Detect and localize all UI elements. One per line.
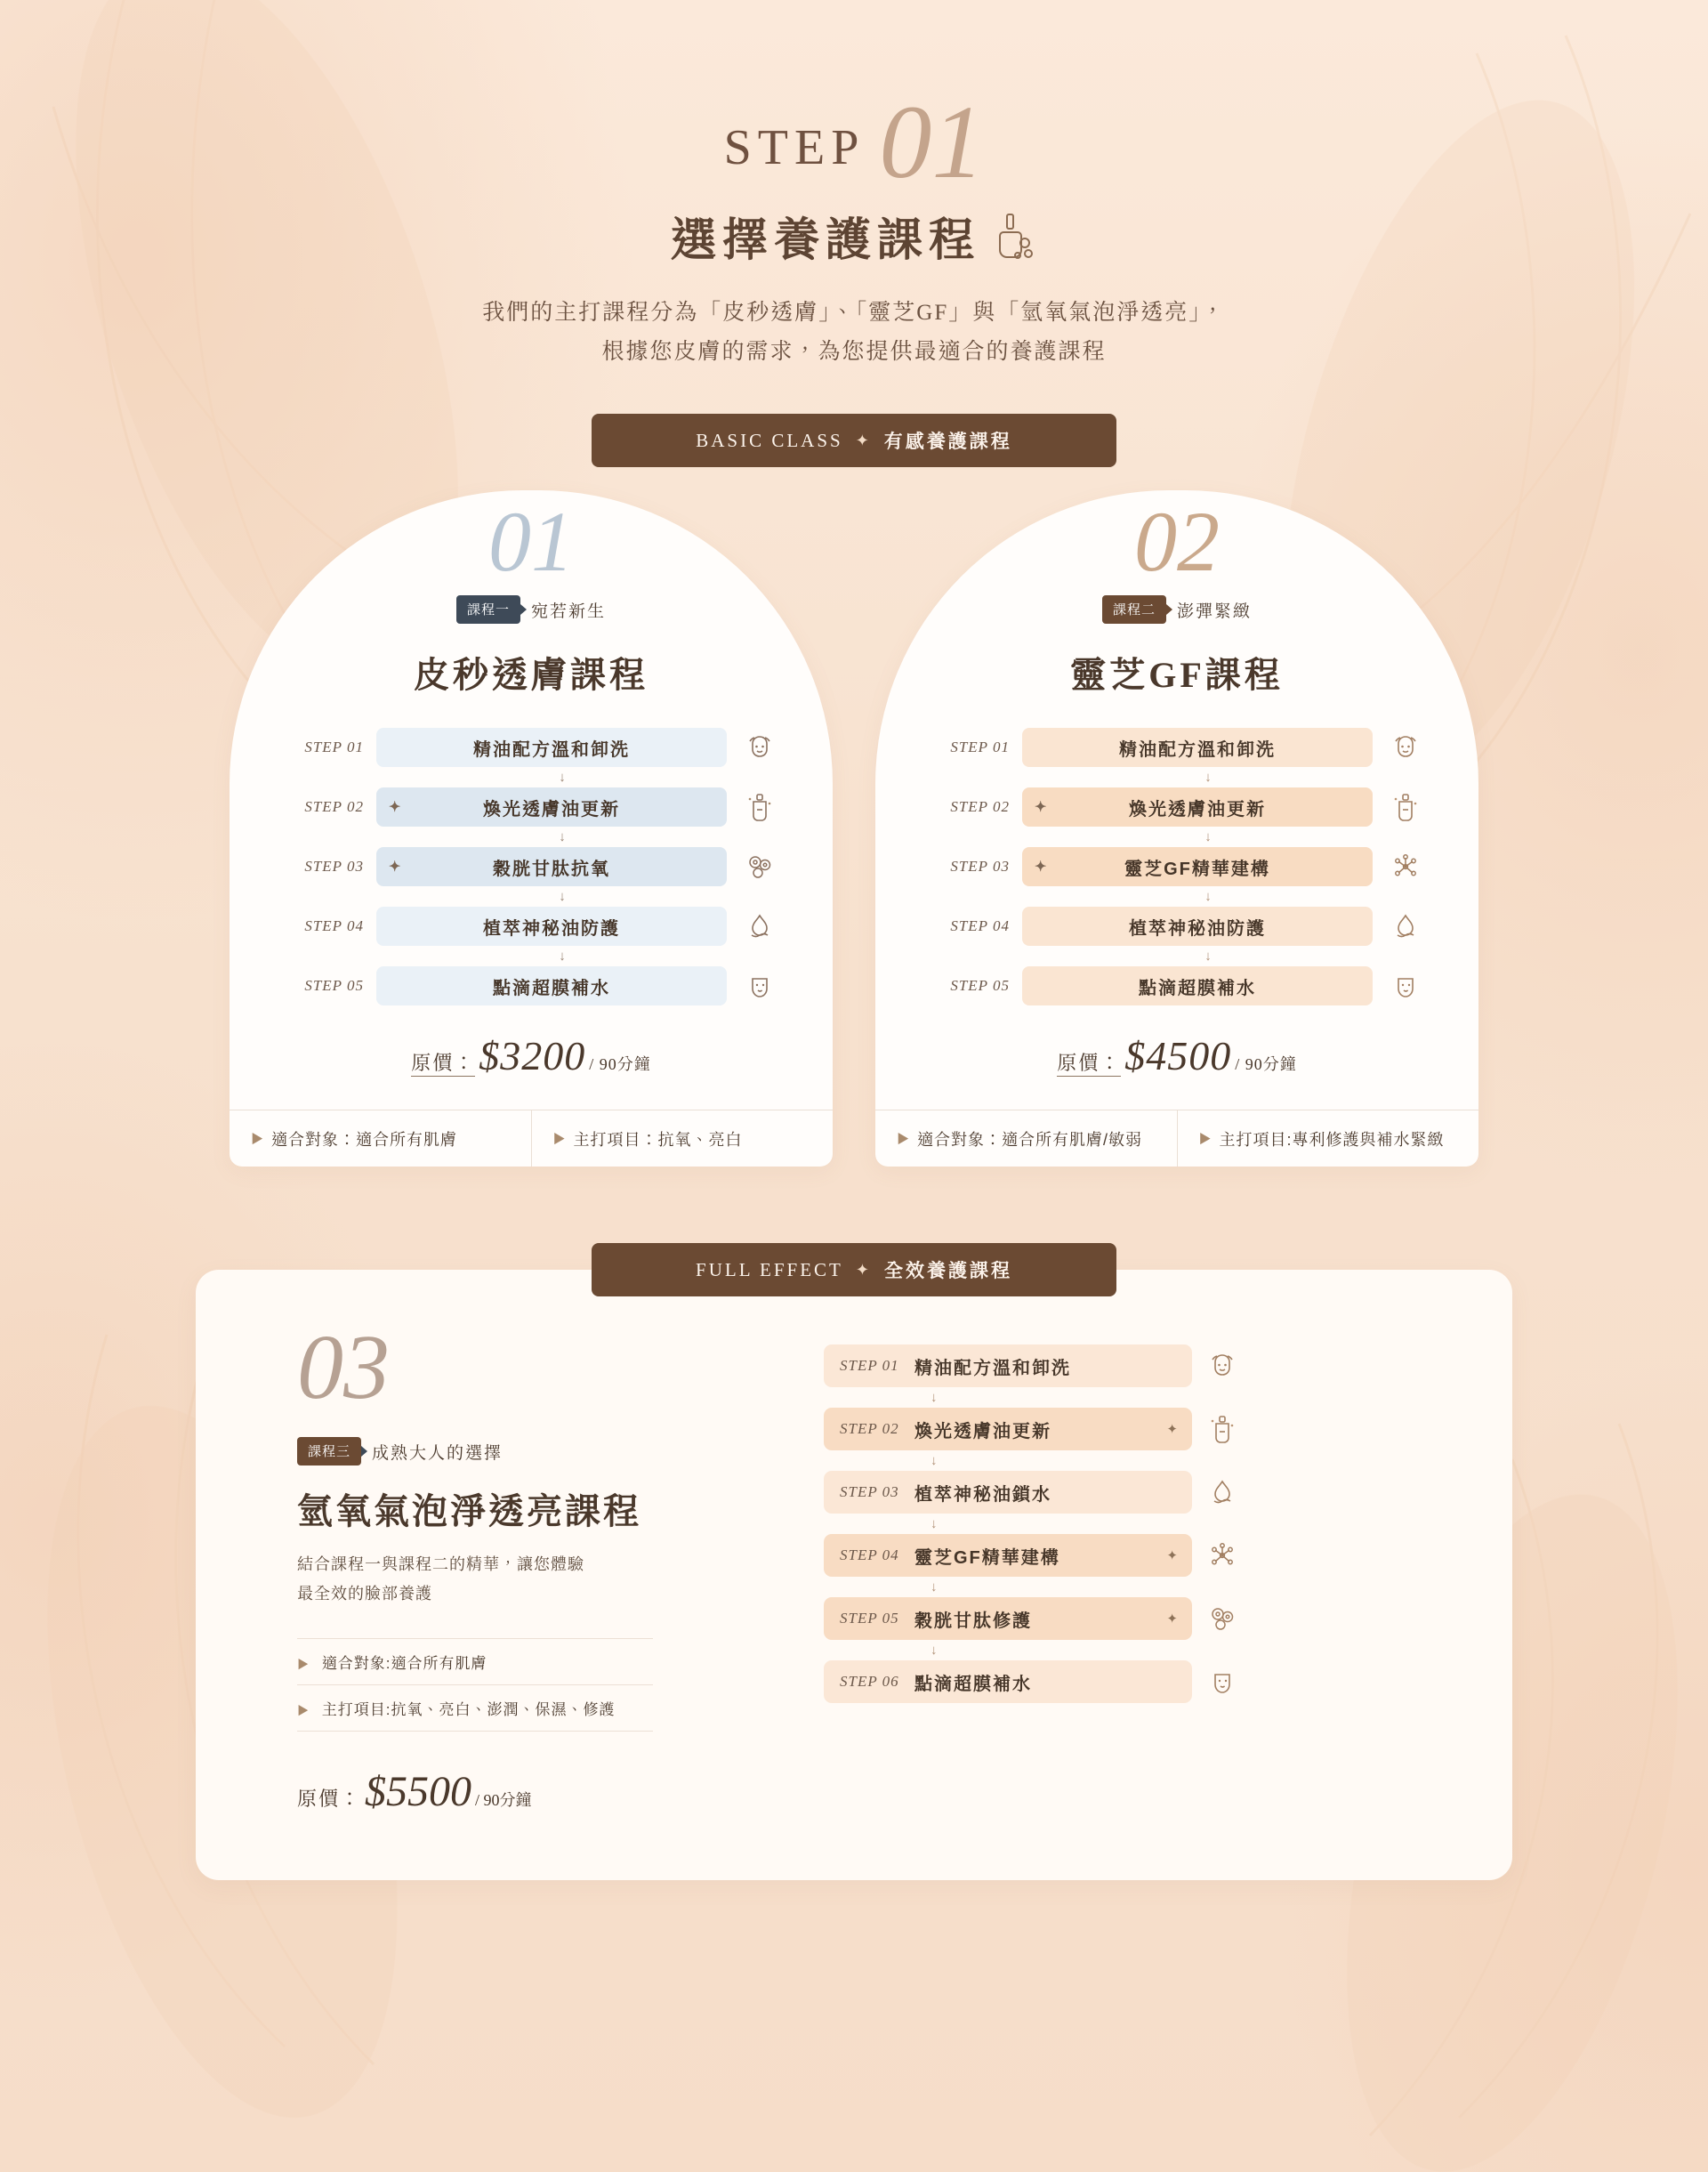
price-unit: / 90分鐘 xyxy=(589,1055,651,1074)
sparkle-icon: ✦ xyxy=(1166,1611,1178,1627)
course-card-02-tag-text: 澎彈緊緻 xyxy=(1177,602,1253,621)
step-label: STEP 04 xyxy=(950,917,1010,935)
face-cleanse-icon xyxy=(739,732,780,763)
step-text: 靈芝GF精華建構 xyxy=(1124,859,1270,879)
arrow-down-icon: ↓ xyxy=(1204,770,1212,786)
mask-face-icon xyxy=(1203,1667,1242,1696)
step-label: STEP 06 xyxy=(840,1673,899,1691)
description-line-1: 結合課程一與課程二的精華，讓您體驗 xyxy=(297,1555,584,1574)
step-bar xyxy=(376,728,727,767)
step-row xyxy=(928,966,1426,1005)
subtitle-line-2: 根據您皮膚的需求，為您提供最適合的養護課程 xyxy=(601,339,1107,364)
price-amount: $4500 xyxy=(1124,1033,1232,1079)
step-bar xyxy=(1022,907,1373,946)
step-text: 煥光透膚油更新 xyxy=(914,1421,1051,1441)
footer-cell-label: 主打項目：抗氧、亮白 xyxy=(573,1130,743,1149)
arrow-down-icon: ↓ xyxy=(931,1579,938,1595)
step-text: 點滴超膜補水 xyxy=(914,1674,1032,1694)
course-card-03-tag-pill: 課程三 xyxy=(297,1437,361,1465)
step-word: STEP xyxy=(723,119,866,175)
face-cleanse-icon xyxy=(1203,1351,1242,1381)
water-drop-icon xyxy=(1385,912,1426,941)
step-text: 精油配方溫和卸洗 xyxy=(1119,739,1276,760)
price-unit: / 90分鐘 xyxy=(1235,1055,1297,1074)
course-card-03-tag-text: 成熟大人的選擇 xyxy=(372,1443,504,1463)
description-line-2: 最全效的臉部養護 xyxy=(297,1584,432,1603)
sparkle-icon: ✦ xyxy=(389,860,403,876)
full-effect-section xyxy=(0,1243,1708,1880)
step-label: STEP 01 xyxy=(304,739,364,756)
water-drop-icon xyxy=(1203,1478,1242,1506)
step-row xyxy=(282,966,780,1005)
serum-bottle-icon xyxy=(1385,792,1426,822)
step-bar xyxy=(824,1471,1192,1514)
step-bar xyxy=(824,1408,1192,1450)
course-card-02-title: 靈芝GF課程 xyxy=(1070,655,1284,696)
molecule-icon xyxy=(1203,1541,1242,1570)
course-card-01-tag-text: 宛若新生 xyxy=(531,602,607,621)
footer-cell-label: 適合對象：適合所有肌膚/敏弱 xyxy=(917,1130,1142,1149)
step-row xyxy=(824,1534,1242,1577)
meta-row-label: 適合對象:適合所有肌膚 xyxy=(321,1655,487,1673)
full-chip-zh: 全效養護課程 xyxy=(883,1260,1012,1282)
step-label: STEP 04 xyxy=(304,917,364,935)
step-bar xyxy=(824,1597,1192,1640)
step-label: STEP 05 xyxy=(950,977,1010,995)
full-effect-chip xyxy=(592,1243,1116,1296)
serum-bottle-icon xyxy=(1203,1414,1242,1444)
meta-row xyxy=(297,1684,653,1732)
face-cleanse-icon xyxy=(1385,732,1426,763)
course-card-01-number: 01 xyxy=(488,494,574,590)
course-card-02-number: 02 xyxy=(1134,494,1220,590)
footer-cell xyxy=(1177,1110,1479,1167)
step-label: STEP 04 xyxy=(840,1546,899,1564)
course-card-02-price xyxy=(875,1032,1478,1079)
course-card-01-price xyxy=(230,1032,833,1079)
price-original-label: 原價： xyxy=(1057,1052,1121,1077)
basic-chip-en: BASIC CLASS xyxy=(696,429,843,451)
course-card-01-tagline xyxy=(230,595,833,624)
arrow-down-icon: ↓ xyxy=(931,1453,938,1469)
meta-row xyxy=(297,1638,653,1684)
arrow-down-icon: ↓ xyxy=(559,949,566,965)
step-text: 精油配方溫和卸洗 xyxy=(473,739,630,760)
course-card-03-title: 氫氧氣泡淨透亮課程 xyxy=(297,1491,641,1532)
course-card-03-description xyxy=(297,1550,801,1608)
step-text: 煥光透膚油更新 xyxy=(1129,799,1266,820)
bullet-marker-icon: ▶ xyxy=(297,1704,310,1718)
step-label: STEP 01 xyxy=(950,739,1010,756)
step-bar xyxy=(1022,787,1373,827)
course-card-03-price xyxy=(297,1767,801,1816)
step-text: 靈芝GF精華建構 xyxy=(914,1547,1060,1568)
sparkle-icon: ✦ xyxy=(1166,1422,1178,1438)
step-label: STEP 03 xyxy=(950,858,1010,876)
course-card-02-tagline xyxy=(875,595,1478,624)
course-card-02-footer xyxy=(875,1110,1478,1167)
step-row xyxy=(928,907,1426,946)
step-row xyxy=(824,1660,1242,1703)
arrow-down-icon: ↓ xyxy=(559,770,566,786)
step-label: STEP 03 xyxy=(840,1483,899,1501)
step-text: 植萃神秘油防護 xyxy=(1129,918,1266,939)
course-card-02-tag-pill: 課程二 xyxy=(1102,595,1166,624)
step-label: STEP 02 xyxy=(950,798,1010,816)
step-text: 點滴超膜補水 xyxy=(1139,978,1256,998)
serum-bottle-icon xyxy=(739,792,780,822)
price-original-label: 原價： xyxy=(297,1788,362,1811)
footer-cell xyxy=(875,1110,1177,1167)
arrow-down-icon: ↓ xyxy=(1204,829,1212,845)
footer-cell xyxy=(230,1110,531,1167)
arrow-down-icon: ↓ xyxy=(559,889,566,905)
sparkle-icon: ✦ xyxy=(389,800,403,816)
course-card-03[interactable] xyxy=(196,1270,1512,1880)
step-heading xyxy=(0,84,1708,200)
star-icon: ✦ xyxy=(855,431,872,449)
step-row xyxy=(928,728,1426,767)
step-text: 精油配方溫和卸洗 xyxy=(914,1358,1071,1378)
course-card-01-title: 皮秒透膚課程 xyxy=(414,655,649,696)
step-row xyxy=(282,847,780,886)
arrow-down-icon: ↓ xyxy=(931,1516,938,1532)
page-title xyxy=(671,203,1037,269)
step-text: 穀胱甘肽修護 xyxy=(914,1611,1032,1631)
step-bar xyxy=(824,1534,1192,1577)
subtitle-line-1: 我們的主打課程分為「皮秒透膚」、「靈芝GF」與「氫氧氣泡淨透亮」， xyxy=(482,300,1226,325)
price-amount: $3200 xyxy=(479,1033,586,1079)
step-row xyxy=(824,1408,1242,1450)
step-label: STEP 02 xyxy=(304,798,364,816)
course-card-03-steps xyxy=(824,1321,1242,1816)
bullet-marker-icon: ▶ xyxy=(297,1658,310,1672)
step-bar xyxy=(1022,728,1373,767)
step-number: 01 xyxy=(879,84,985,200)
course-card-01-tag-pill: 課程一 xyxy=(456,595,520,624)
step-bar xyxy=(376,847,727,886)
step-bar xyxy=(376,907,727,946)
step-label: STEP 05 xyxy=(304,977,364,995)
step-label: STEP 01 xyxy=(840,1357,899,1375)
price-original-label: 原價： xyxy=(411,1052,475,1077)
course-card-02-steps xyxy=(928,728,1426,1005)
arrow-down-icon: ↓ xyxy=(931,1390,938,1406)
course-card-01-steps xyxy=(282,728,780,1005)
star-icon: ✦ xyxy=(855,1260,872,1279)
step-text: 煥光透膚油更新 xyxy=(483,799,620,820)
step-label: STEP 02 xyxy=(840,1420,899,1438)
step-row xyxy=(282,907,780,946)
arrow-down-icon: ↓ xyxy=(1204,889,1212,905)
course-card-01[interactable] xyxy=(230,490,833,1167)
sparkle-icon: ✦ xyxy=(1035,800,1049,816)
step-label: STEP 03 xyxy=(304,858,364,876)
mask-face-icon xyxy=(739,972,780,1000)
step-bar xyxy=(824,1660,1192,1703)
water-drop-icon xyxy=(739,912,780,941)
step-bar xyxy=(376,787,727,827)
price-amount: $5500 xyxy=(365,1768,472,1816)
course-card-03-meta xyxy=(297,1638,653,1732)
step-bar xyxy=(376,966,727,1005)
course-card-01-footer xyxy=(230,1110,833,1167)
step-text: 點滴超膜補水 xyxy=(493,978,610,998)
step-row xyxy=(928,847,1426,886)
course-card-03-tagline xyxy=(297,1437,801,1465)
step-row xyxy=(282,787,780,827)
sparkle-icon: ✦ xyxy=(1035,860,1049,876)
basic-chip-zh: 有感養護課程 xyxy=(883,431,1012,453)
page-header xyxy=(0,0,1708,371)
arrow-down-icon: ↓ xyxy=(931,1643,938,1659)
meta-row-label: 主打項目:抗氧、亮白、澎潤、保濕、修護 xyxy=(321,1701,616,1719)
sparkle-icon: ✦ xyxy=(1166,1548,1178,1564)
step-text: 植萃神秘油鎖水 xyxy=(914,1484,1051,1505)
step-row xyxy=(928,787,1426,827)
step-bar xyxy=(1022,966,1373,1005)
page-title-text: 選擇養護課程 xyxy=(670,215,980,266)
bullet-marker-icon: ▶ xyxy=(552,1131,567,1146)
course-card-03-number: 03 xyxy=(297,1316,390,1419)
basic-class-chip xyxy=(592,414,1116,467)
step-text: 穀胱甘肽抗氧 xyxy=(493,859,610,879)
dropper-bottle-icon xyxy=(991,211,1037,261)
step-label: STEP 05 xyxy=(840,1610,899,1627)
molecule-icon xyxy=(1385,852,1426,881)
full-chip-en: FULL EFFECT xyxy=(696,1258,843,1280)
footer-cell-label: 主打項目:專利修護與補水緊緻 xyxy=(1219,1130,1445,1149)
step-row xyxy=(824,1344,1242,1387)
step-text: 植萃神秘油防護 xyxy=(483,918,620,939)
price-unit: / 90分鐘 xyxy=(475,1791,532,1810)
page-subtitle xyxy=(342,294,1366,372)
bullet-marker-icon: ▶ xyxy=(1198,1131,1213,1146)
step-bar xyxy=(1022,847,1373,886)
step-bar xyxy=(824,1344,1192,1387)
molecule-cells-icon xyxy=(1203,1604,1242,1633)
bullet-marker-icon: ▶ xyxy=(897,1131,910,1146)
footer-cell-label: 適合對象：適合所有肌膚 xyxy=(271,1130,457,1149)
molecule-cells-icon xyxy=(739,852,780,881)
arrow-down-icon: ↓ xyxy=(1204,949,1212,965)
basic-course-cards xyxy=(0,490,1708,1167)
step-row xyxy=(282,728,780,767)
footer-cell xyxy=(531,1110,834,1167)
course-card-02[interactable] xyxy=(875,490,1478,1167)
course-card-03-info xyxy=(249,1316,801,1816)
arrow-down-icon: ↓ xyxy=(559,829,566,845)
step-row xyxy=(824,1597,1242,1640)
mask-face-icon xyxy=(1385,972,1426,1000)
bullet-marker-icon: ▶ xyxy=(251,1131,264,1146)
step-row xyxy=(824,1471,1242,1514)
